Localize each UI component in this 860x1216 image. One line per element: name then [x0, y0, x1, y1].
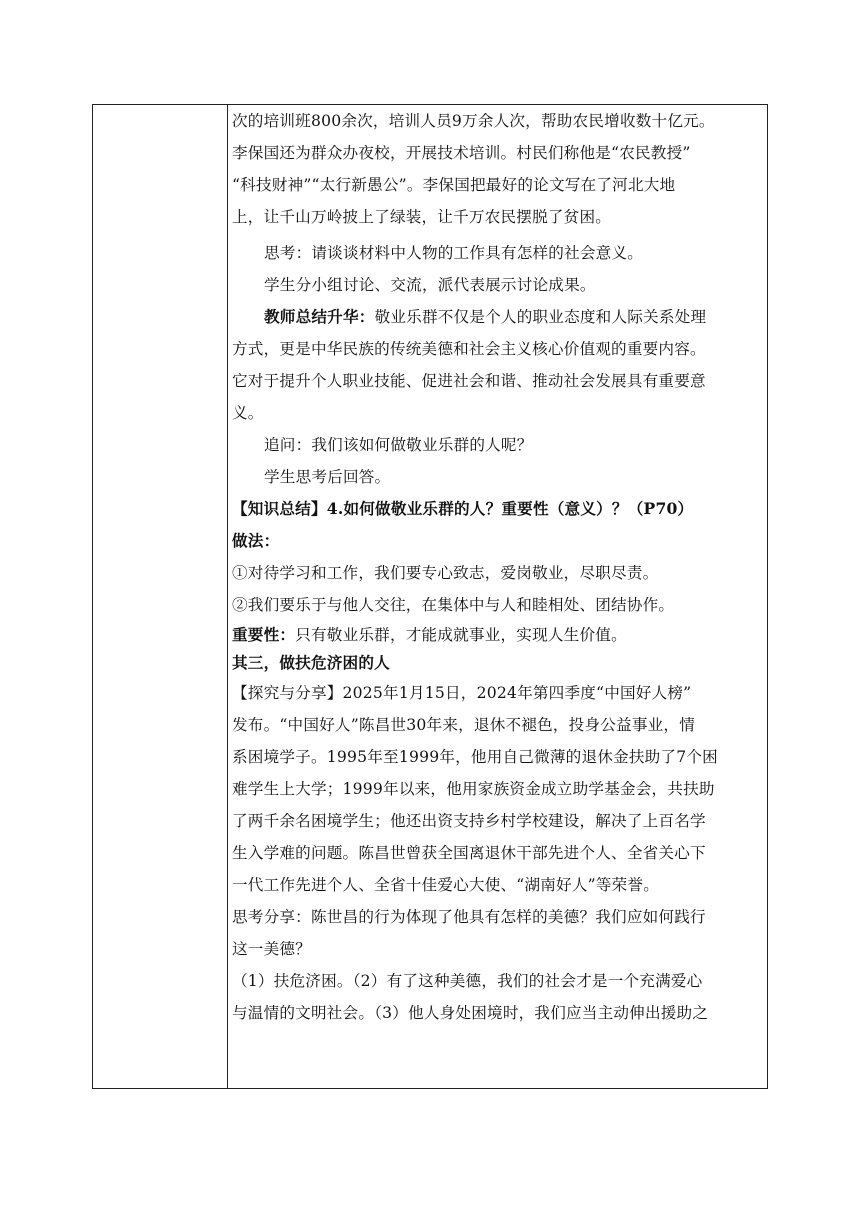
- text-line: 次的培训班800余次，培训人员9万余人次，帮助农民增收数十亿元。: [232, 112, 715, 130]
- bold-label: 教师总结升华：: [264, 307, 375, 326]
- text-line: 重要性：只有敬业乐群，才能成就事业，实现人生价值。: [232, 625, 627, 644]
- text-line: 这一美德？: [232, 940, 311, 958]
- table-left-cell: [93, 105, 228, 1088]
- text-line: 难学生上大学；1999年以来，他用家族资金成立助学基金会，共扶助: [232, 780, 715, 798]
- text-line: 学生思考后回答。: [264, 468, 391, 486]
- text-line: 方式，更是中华民族的传统美德和社会主义核心价值观的重要内容。: [232, 340, 706, 358]
- text-line: 上，让千山万岭披上了绿装，让千万农民摆脱了贫困。: [232, 208, 612, 226]
- table-content-cell: [228, 105, 767, 1088]
- text-line: 发布。“中国好人”陈昌世30年来，退休不褪色，投身公益事业，情: [232, 716, 696, 734]
- text-line: ②我们要乐于与他人交往，在集体中与人和睦相处、团结协作。: [232, 596, 675, 614]
- text-line: 它对于提升个人职业技能、促进社会和谐、推动社会发展具有重要意: [232, 372, 706, 390]
- text-line: 思考分享：陈世昌的行为体现了他具有怎样的美德？我们应如何践行: [232, 908, 706, 926]
- text-line: 追问：我们该如何做敬业乐群的人呢？: [264, 436, 533, 454]
- text-line: 李保国还为群众办夜校，开展技术培训。村民们称他是“农民教授”: [232, 144, 691, 162]
- text-line: （1）扶危济困。（2）有了这种美德，我们的社会才是一个充满爱心: [232, 972, 703, 990]
- text-line: 一代工作先进个人、全省十佳爱心大使、“湖南好人”等荣誉。: [232, 876, 659, 894]
- text-line: 了两千余名困境学生；他还出资支持乡村学校建设，解决了上百名学: [232, 812, 706, 830]
- text-line: 做法：: [232, 531, 280, 550]
- text-line: 【探究与分享】2025年1月15日，2024年第四季度“中国好人榜”: [232, 684, 692, 702]
- text-line: “科技财神”“太行新愚公”。李保国把最好的论文写在了河北大地: [232, 176, 676, 194]
- text-line: 生入学难的问题。陈昌世曾获全国离退休干部先进个人、全省关心下: [232, 844, 706, 862]
- text-line: 义。: [232, 404, 264, 422]
- text-line: 系困境学子。1995年至1999年，他用自己微薄的退休金扶助了7个困: [232, 748, 718, 766]
- text-line: ①对待学习和工作，我们要专心致志，爱岗敬业，尽职尽责。: [232, 564, 659, 582]
- text-line: 教师总结升华：敬业乐群不仅是个人的职业态度和人际关系处理: [264, 307, 707, 326]
- text-line: 与温情的文明社会。（3）他人身处困境时，我们应当主动伸出援助之: [232, 1004, 709, 1022]
- section-heading: 其三，做扶危济困的人: [232, 653, 390, 672]
- text-line: 思考：请谈谈材料中人物的工作具有怎样的社会意义。: [264, 244, 644, 262]
- lesson-table: [92, 104, 768, 1089]
- section-heading: 【知识总结】4.如何做敬业乐群的人？重要性（意义）？（P70）: [232, 499, 694, 518]
- text-line: 学生分小组讨论、交流，派代表展示讨论成果。: [264, 276, 596, 294]
